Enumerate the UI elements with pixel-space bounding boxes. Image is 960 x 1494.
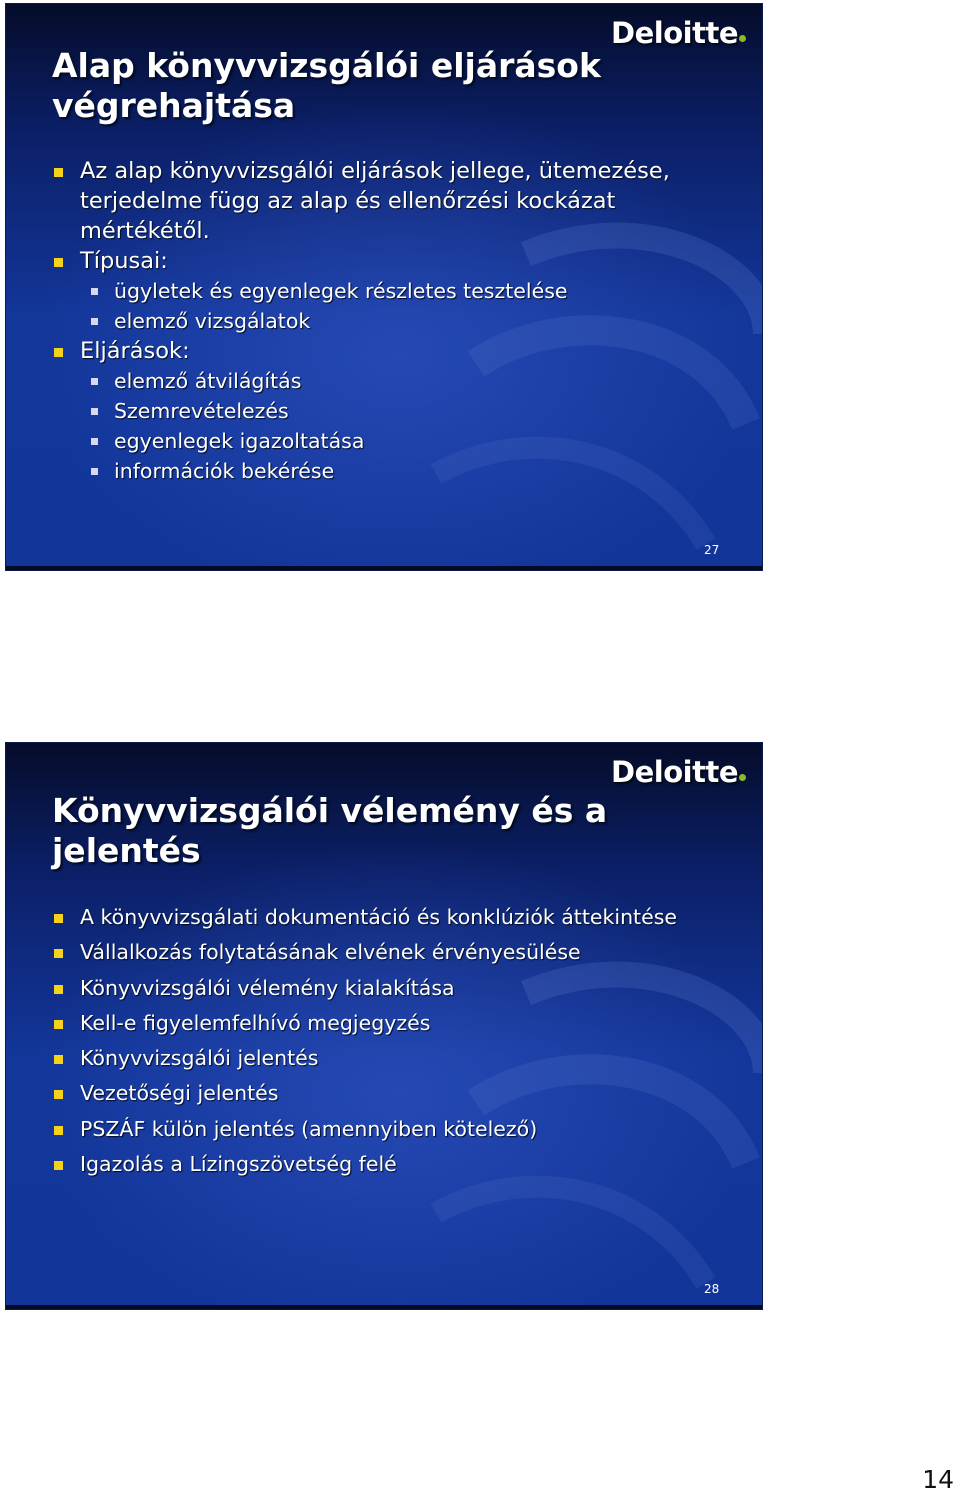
bullet-item: A könyvvizsgálati dokumentáció és konklúziók áttekintése [52,900,732,935]
slide-title: Könyvvizsgálói vélemény és a jelentés [52,791,608,870]
logo-dot-icon [739,774,746,781]
bullet-list [52,900,732,1182]
sheet-page-number: 14 [922,1465,954,1494]
slide-bottom-bar [6,1305,762,1309]
bullet-item: Igazolás a Lízingszövetség felé [52,1147,732,1182]
bullet-item: Az alap könyvvizsgálói eljárások jellege, ütemezése, terjedelme függ az alap és ellenőrzési kockázat mértékétől. [52,156,732,246]
bullet-item: PSZÁF külön jelentés (amennyiben kötelező) [52,1112,732,1147]
slide-bottom-bar [6,566,762,570]
sub-bullet-item: elemző átvilágítás [52,366,732,396]
bullet-list [52,156,732,486]
bullet-item: Könyvvizsgálói jelentés [52,1041,732,1076]
slide-27 [5,3,763,571]
bullet-item: Kell-e figyelemfelhívó megjegyzés [52,1006,732,1041]
sub-bullet-item: ügyletek és egyenlegek részletes tesztelése [52,276,732,306]
slide-page-number: 28 [704,1282,720,1296]
bullet-item: Típusai: [52,246,732,276]
deloitte-logo: Deloitte [611,755,746,789]
sub-bullet-item: egyenlegek igazoltatása [52,426,732,456]
bullet-item: Vállalkozás folytatásának elvének érvényesülése [52,935,732,970]
deloitte-logo: Deloitte [611,16,746,50]
bullet-item: Eljárások: [52,336,732,366]
bullet-item: Könyvvizsgálói vélemény kialakítása [52,971,732,1006]
slide-page-number: 27 [704,543,720,557]
bullet-item: Vezetőségi jelentés [52,1076,732,1111]
sub-bullet-item: információk bekérése [52,456,732,486]
sub-bullet-item: elemző vizsgálatok [52,306,732,336]
logo-dot-icon [739,35,746,42]
slide-28 [5,742,763,1310]
slide-title: Alap könyvvizsgálói eljárások végrehajtása [52,46,601,125]
sub-bullet-item: Szemrevételezés [52,396,732,426]
